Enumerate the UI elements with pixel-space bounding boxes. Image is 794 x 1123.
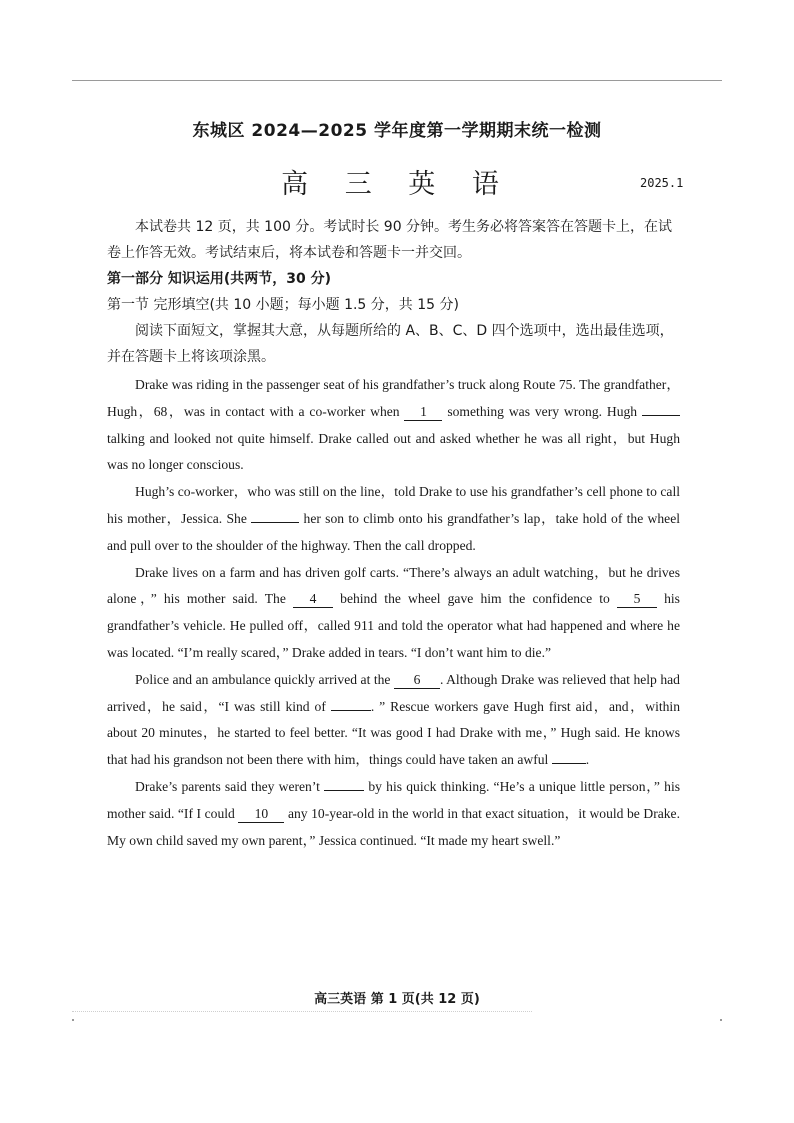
passage-text: by his quick thinking. “He’s a unique little person，” his mother said. “If I could xyxy=(107,778,681,821)
passage-text: Hugh’s co-worker，who was still on the line，told Drake to use his grandfather’s cell phone to call his mother，Jessica. She xyxy=(107,484,680,526)
blank-7 xyxy=(331,710,371,711)
blank-2 xyxy=(642,415,680,416)
passage-text: something was very wrong. Hugh xyxy=(447,403,638,419)
passage-text: behind the wheel gave him the confidence to xyxy=(340,591,610,607)
passage-paragraph-3 xyxy=(107,560,680,667)
exam-content xyxy=(107,214,680,854)
passage-text: her son to climb onto his grandfather’s lap，take hold of the wheel and pull over to the shoulder of the highway. Then the call dropped. xyxy=(107,510,681,553)
passage-paragraph-4 xyxy=(107,667,680,774)
passage-paragraph-5 xyxy=(107,774,680,854)
corner-mark-right xyxy=(720,1019,722,1021)
part-one-title: 第一部分 知识运用(共两节，30 分) xyxy=(107,271,332,287)
blank-8 xyxy=(552,763,586,764)
blank-5: 5 xyxy=(617,590,657,608)
blank-6: 6 xyxy=(394,671,440,689)
exam-title: 东城区 2024—2025 学年度第一学期期末统一检测 xyxy=(192,121,602,141)
passage-text: Drake lives on a farm and has driven golf carts. “There’s always an adult watching，but he drives alone，” his mother said. The xyxy=(107,564,680,607)
passage-text: . ” Rescue workers gave Hugh first aid，and，within about 20 minutes，he started to feel better. “It was good I had Drake with me，” Hugh said. He knows that had his grandson not been there with him，things could have taken an awful xyxy=(107,698,680,768)
passage-text: Drake was riding in the passenger seat of his grandfather’s truck along Route 75. The grandfather，Hugh，68，was in contact with a co-worker when xyxy=(107,377,680,419)
top-divider xyxy=(72,80,722,81)
passage-text: talking and looked not quite himself. Drake called out and asked whether he was all right，but Hugh was no longer conscious. xyxy=(107,430,680,473)
passage-paragraph-2 xyxy=(107,479,680,559)
subject-title: 高 三 英 语 xyxy=(281,169,513,200)
passage-text: any 10-year-old in the world in that exact situation，it would be Drake. My own child saved my own parent，” Jessica continued. “It made my heart swell.” xyxy=(107,805,680,848)
passage-text: Drake’s parents said they weren’t xyxy=(135,778,320,794)
blank-9 xyxy=(324,790,364,791)
section-one-title: 第一节 完形填空(共 10 小题；每小题 1.5 分，共 15 分) xyxy=(107,297,459,313)
page-footer: 高三英语 第 1 页(共 12 页) xyxy=(314,992,480,1007)
passage-text: Police and an ambulance quickly arrived at the xyxy=(135,671,391,687)
footer-divider xyxy=(72,1011,532,1012)
blank-10: 10 xyxy=(238,805,284,823)
passage-text: his grandfather’s vehicle. He pulled off，called 911 and told the operator what had happened and where he was located. “I’m really scared，” Drake added in tears. “I don’t want him to die.” xyxy=(107,591,680,660)
corner-mark-left xyxy=(72,1019,74,1021)
exam-instructions: 本试卷共 12 页，共 100 分。考试时长 90 分钟。考生务必将答案答在答题卡上，在试卷上作答无效。考试结束后，将本试卷和答题卡一并交回。 xyxy=(107,219,673,261)
passage-text: . xyxy=(585,752,590,768)
blank-3 xyxy=(251,522,299,523)
blank-1: 1 xyxy=(404,403,442,421)
blank-4: 4 xyxy=(293,590,333,608)
passage-text: . Although Drake was relieved that help had arrived，he said，“I was still kind of xyxy=(107,671,680,714)
passage-paragraph-1 xyxy=(107,372,680,479)
exam-date: 2025.1 xyxy=(640,176,684,190)
section-one-directions: 阅读下面短文，掌握其大意，从每题所给的 A、B、C、D 四个选项中，选出最佳选项，并在答题卡上将该项涂黑。 xyxy=(107,323,674,365)
